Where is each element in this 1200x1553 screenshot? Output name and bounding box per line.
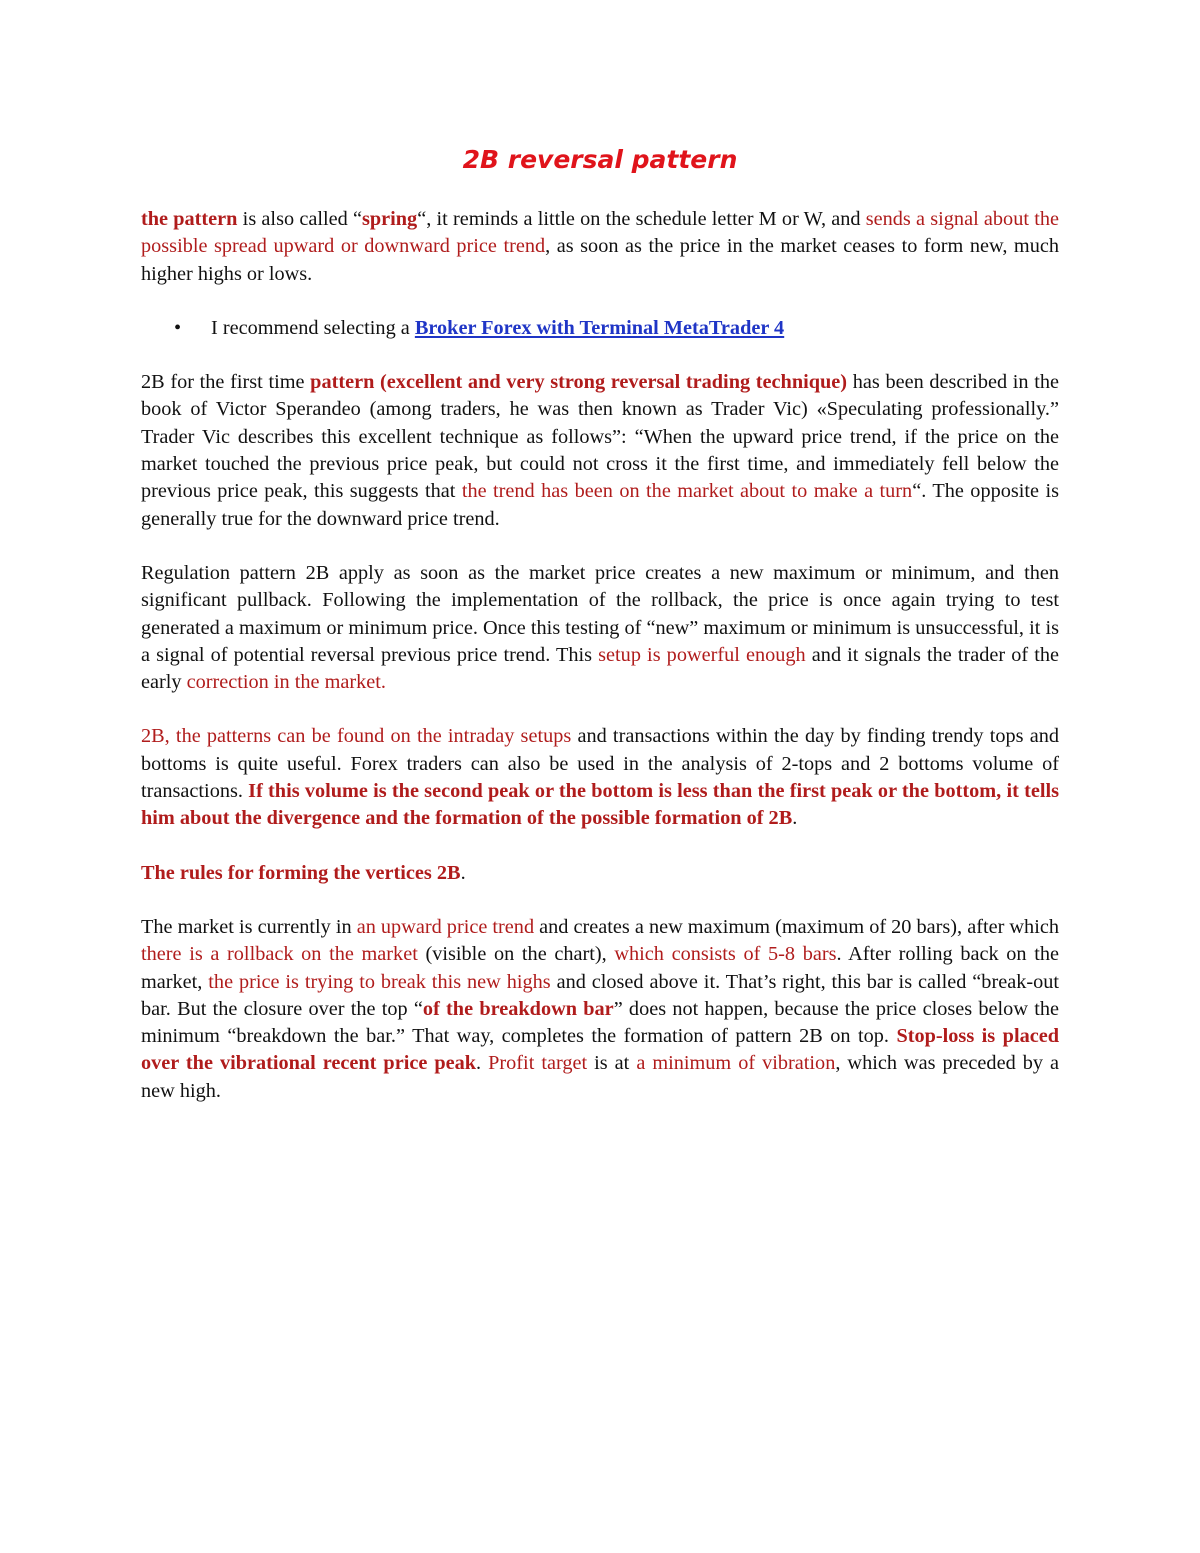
term-the-pattern: the pattern [141,208,238,230]
highlight-bars: which consists of 5-8 bars [614,943,837,966]
bullet-icon: • [174,316,182,339]
document-title: 2B reversal pattern [462,145,738,174]
text-segment: 2B for the first time [141,371,311,394]
text-segment: The market is currently in [141,915,357,938]
text-segment: is at [587,1052,637,1075]
text-segment: . [792,807,798,830]
history-paragraph [141,369,1059,533]
text-segment: has been described in the book of Victor Sperandeo (among traders, he was then known as Trader Vic) «Speculating professionally.” Trader Vic describes this excellent technique as follows”: “When the upward price trend, if the price on the market touched the previous price peak, but could not cross it the first time, and immediately fell below the previous price peak, this suggests that [141,371,1059,503]
intraday-paragraph [141,723,1059,832]
highlight-breakdown-bar: of the breakdown bar [422,997,614,1020]
list-item [141,315,1059,342]
highlight-stop-loss: Stop-loss is placed over the vibrational recent price peak [141,1025,1059,1075]
text-segment: , as soon as the price in the market ceases to form new, much higher highs or lows. [141,235,1059,285]
text-segment: and transactions within the day by finding trendy tops and bottoms is quite useful. Forex traders can also be used in the analysis of 2-tops and 2 bottoms volume of transactions. [141,725,1059,803]
text-segment: . After rolling back on the market, [141,943,1059,993]
rules-paragraph [141,914,1059,1105]
highlight-setup: setup is powerful enough [598,643,806,666]
highlight-profit-target: Profit target [488,1052,588,1075]
broker-link[interactable]: Broker Forex with Terminal MetaTrader 4 [414,316,785,339]
text-segment: “, it reminds a little on the schedule letter M or W, and [417,208,866,230]
highlight-trend-turn: the trend has been on the market about to make a turn [461,480,913,503]
highlight-volume-rule: If this volume is the second peak or the bottom is less than the first peak or the bottom, it tells him about the divergence and the formation of the possible formation of 2B [141,780,1059,830]
highlight-intraday: 2B, the patterns can be found on the intraday setups [141,725,572,748]
regulation-paragraph [141,560,1059,696]
highlight-pattern-description: pattern (excellent and very strong reversal trading technique) [310,371,848,394]
term-spring: spring [361,208,418,230]
rules-heading [141,860,1059,887]
highlight-break-highs: the price is trying to break this new highs [208,970,551,993]
highlight-minimum-vibration: a minimum of vibration [636,1052,836,1075]
text-segment: is also called “ [237,208,362,230]
text-segment: ” does not happen, because the price closes below the minimum “breakdown the bar.” That way, completes the formation of pattern 2B on top. [141,997,1059,1048]
recommendation-list [141,315,1059,342]
list-item-text: I recommend selecting a [211,316,415,339]
highlight-rollback: there is a rollback on the market [141,943,418,966]
text-segment: . [460,861,466,884]
text-segment: , which was preceded by a new high. [141,1052,1060,1102]
text-segment: and creates a new maximum (maximum of 20 bars), after which [534,915,1059,938]
text-segment: (visible on the chart), [417,943,615,966]
intro-paragraph [141,206,1059,288]
highlight-upward-trend: an upward price trend [356,915,535,938]
highlight-correction: correction in the market. [186,671,386,694]
text-segment: and closed above it. That’s right, this bar is called “break-out bar. But the closure over the top “ [141,970,1060,1020]
highlight-signal: sends a signal about the possible spread upward or downward price trend [141,208,1059,258]
document-page [141,140,1059,1132]
text-segment: “. The opposite is generally true for the downward price trend. [141,480,1059,530]
rules-heading-text: The rules for forming the vertices 2B [141,861,461,884]
text-segment: and it signals the trader of the early [141,643,1059,694]
text-segment: Regulation pattern 2B apply as soon as the market price creates a new maximum or minimum, and then significant pullback. Following the implementation of the rollback, the price is once again trying to test generated a maximum or minimum price. Once this testing of “new” maximum or minimum is unsuccessful, it is a signal of potential reversal previous price trend. This [141,561,1059,666]
text-segment: . [476,1052,489,1075]
